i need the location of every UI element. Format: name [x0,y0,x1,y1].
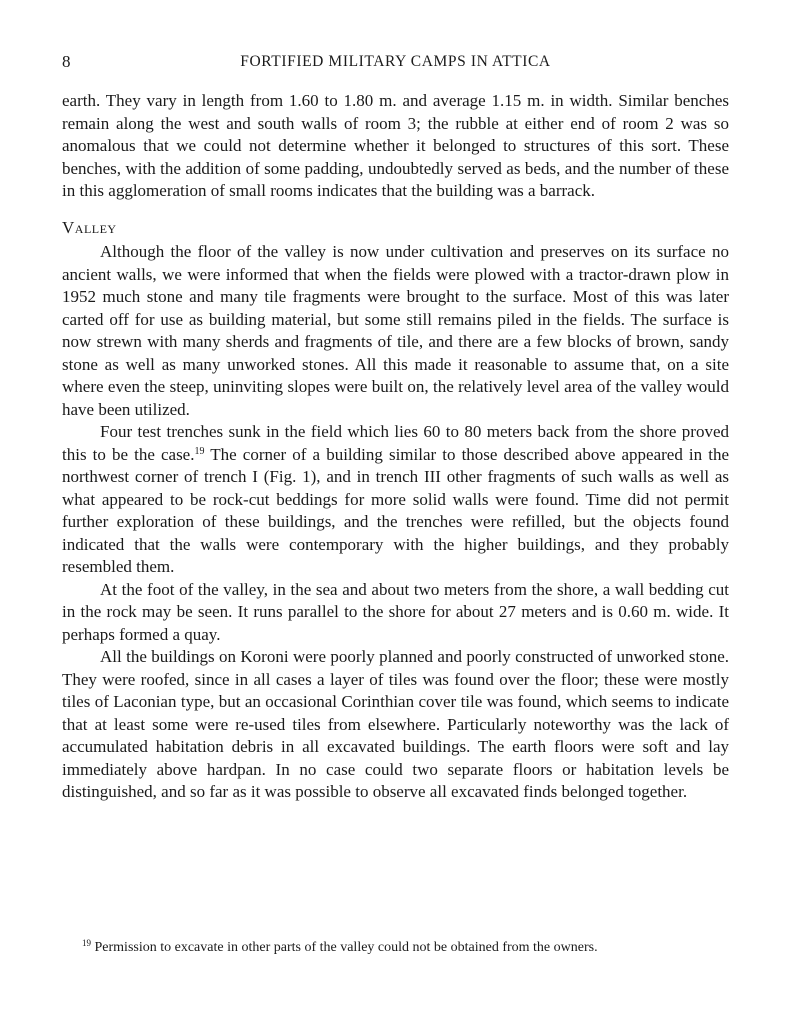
footnote-reference[interactable]: 19 [194,445,205,457]
body-text [62,90,729,804]
page-number: 8 [62,52,71,71]
paragraph-text: The corner of a building similar to those described above appeared in the northwest corner of trench I (Fig. 1), and in trench III other fragments of such walls as well as what appeared to be rock-cut beddings for more solid walls were found. Time did not permit further exploration of these buildings, and the trenches were refilled, but the objects found indicated that the walls were contemporary with the higher buildings, and they probably resembled them. [62,444,729,576]
paragraph-continued: earth. They vary in length from 1.60 to 1.80 m. and average 1.15 m. in width. Similar benches remain along the west and south walls of room 3; the rubble at either end of room 2 was so anomalous that we could not determine whether it belonged to structures of this sort. These benches, with the addition of some padding, undoubtedly served as beds, and the number of these in this agglomeration of small rooms indicates that the building was a barrack. [62,91,729,200]
footnote-marker: 19 [82,938,91,948]
footnote-text: Permission to excavate in other parts of the valley could not be obtained from the owners. [91,940,598,955]
section-heading-valley: Valley [62,217,117,237]
paragraph-quay: At the foot of the valley, in the sea and about two meters from the shore, a wall bedding cut in the rock may be seen. It runs parallel to the shore for about 27 meters and is 0.60 m. wide. It perhaps formed a quay. [62,579,729,644]
running-head [62,52,729,74]
paragraph-valley-floor: Although the floor of the valley is now under cultivation and preserves on its surface no ancient walls, we were informed that when the fields were plowed with a tractor-drawn plow in 1952 much stone and many tile fragments were brought to the surface. Most of this was later carted off for use as building material, but some still remains piled in the fields. The surface is now strewn with many sherds and fragments of tile, and there are a few blocks of brown, sandy stone as well as many unworked stones. All this made it reasonable to assume that, on a site where even the steep, uninviting slopes were built on, the relatively level area of the valley would have been utilized. [62,242,729,419]
paragraph-test-trenches [62,421,729,579]
paragraph-buildings-summary: All the buildings on Koroni were poorly planned and poorly constructed of unworked stone. They were roofed, since in all cases a layer of tiles was found over the floor; these were mostly tiles of Laconian type, but an occasional Corinthian cover tile was found, which seems to indicate that at least some were re-used tiles from elsewhere. Particularly noteworthy was the lack of accumulated habitation debris in all excavated buildings. The earth floors were soft and lay immediately above hardpan. In no case could two separate floors or habitation levels be distinguished, and so far as it was possible to observe all excavated finds belonged together. [62,647,729,801]
footnote [82,938,742,958]
paragraph-text: Four test trenches sunk in the field which lies 60 to 80 meters back from the shore proved this to be the case. [62,422,729,464]
running-title: FORTIFIED MILITARY CAMPS IN ATTICA [240,53,551,70]
